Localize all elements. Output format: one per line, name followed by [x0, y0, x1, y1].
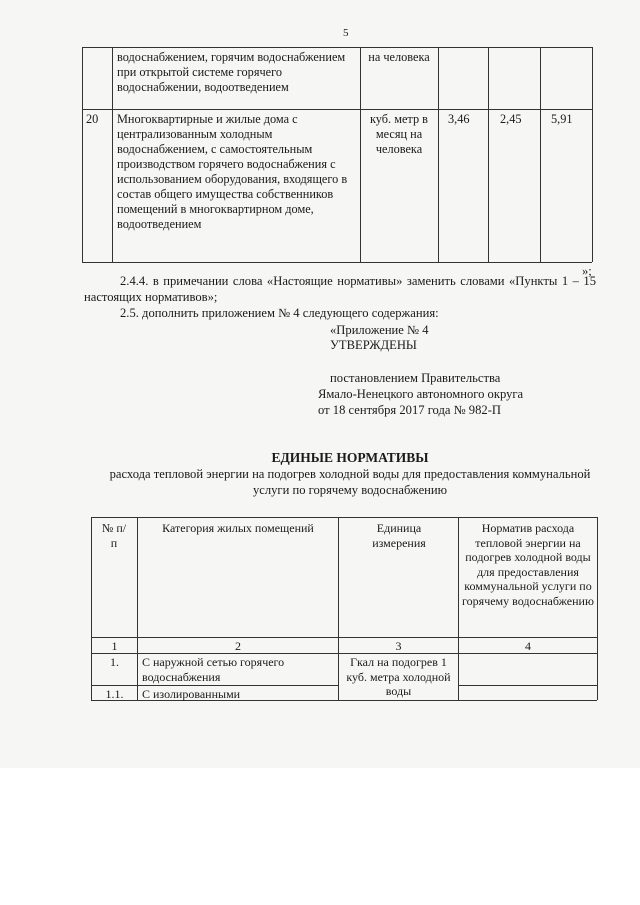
column-header-norm: Норматив расхода тепловой энергии на подогрев холодной воды для предоставления коммунальной услуги по горячему водоснабжению — [462, 521, 594, 608]
column-number-1: 1 — [111, 639, 118, 653]
approval-line-1: постановлением Правительства — [330, 371, 501, 385]
approved-label: УТВЕРЖДЕНЫ — [330, 338, 417, 352]
column-number-2: 2 — [235, 639, 241, 653]
table-row-20-value-2: 2,45 — [500, 112, 522, 126]
table-row-continued-unit: на человека — [368, 50, 430, 64]
table-row-unit-merged: Гкал на подогрев 1 куб. метра холодной воды — [346, 655, 451, 698]
paragraph-2-4-4: 2.4.4. в примечании слова «Настоящие нормативы» заменить словами «Пункты 1 – 15 настоящих нормативов»; — [84, 274, 596, 304]
column-header-unit: Единица измерения — [372, 521, 426, 550]
table-row-number: 1.1. — [105, 687, 124, 701]
approval-line-3: от 18 сентября 2017 года № 982-П — [318, 403, 501, 417]
approval-line-2: Ямало-Ненецкого автономного округа — [318, 387, 524, 401]
column-number-3: 3 — [395, 639, 402, 653]
table-row-number: 1. — [110, 655, 119, 669]
table-row-20-number: 20 — [86, 112, 99, 126]
column-header-number: № п/п — [101, 521, 127, 550]
table-row-continued-category: водоснабжением, горячим водоснабжением при открытой системе горячего водоснабжении, водоотведением — [117, 50, 346, 94]
table-row-20-value-3: 5,91 — [551, 112, 573, 126]
page-number: 5 — [343, 27, 349, 39]
table-row-20-value-1: 3,46 — [448, 112, 470, 126]
quote-closing: »; — [582, 264, 592, 278]
table-row-category: С изолированными — [142, 687, 241, 701]
table-row-category: С наружной сетью горячего водоснабжения — [142, 655, 285, 684]
column-header-category: Категория жилых помещений — [162, 521, 314, 535]
document-subtitle: расхода тепловой энергии на подогрев холодной воды для предоставления коммунальной услуги по горячему водоснабжению — [109, 467, 591, 497]
paragraph-2-5: 2.5. дополнить приложением № 4 следующего содержания: — [120, 306, 439, 320]
document-title: ЕДИНЫЕ НОРМАТИВЫ — [271, 450, 429, 465]
table-row-20-unit: куб. метр в месяц на человека — [370, 112, 428, 156]
column-number-4: 4 — [525, 639, 531, 653]
table-row-20-category: Многоквартирные и жилые дома с централизованным холодным водоснабжением, с самостоятельным производством горячего водоснабжения с использованием оборудования, входящего в состав общего имущества собственников помещений в многоквартирном доме, водоотведением — [117, 112, 348, 231]
appendix-label: «Приложение № 4 — [330, 323, 429, 337]
